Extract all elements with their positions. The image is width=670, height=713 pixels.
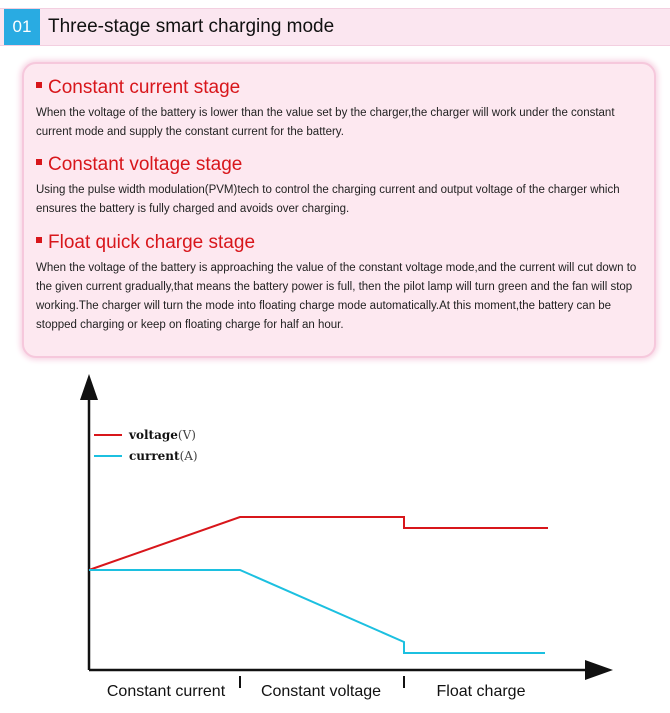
- bullet-square-icon: [36, 82, 42, 88]
- stage-heading-constant-current: [36, 77, 240, 99]
- legend-series-unit: (A): [179, 449, 198, 463]
- stage-heading-text: Float quick charge stage: [48, 232, 256, 253]
- y-axis-arrow-icon: [80, 374, 98, 400]
- legend-series-unit: (V): [177, 428, 196, 442]
- series-line-current: [89, 570, 545, 653]
- legend-series-name: current: [129, 449, 180, 463]
- series-line-voltage: [89, 517, 548, 570]
- bullet-square-icon: [36, 237, 42, 243]
- legend-label-voltage: [128, 428, 196, 442]
- stage-description-float-charge: When the voltage of the battery is approaching the value of the constant voltage mode,and the current will cut down to the given current gradually,that means the battery power is full, then the pilot lamp will turn green and the fan will stop working.The charger will turn the mode into floating charge mode automatically.At this moment,the battery can be stopped charging or keep on floating charge for half an hour.: [36, 262, 637, 331]
- charging-curve-chart: [0, 370, 670, 713]
- stage-heading-constant-voltage: [36, 154, 242, 176]
- section-header: [0, 8, 670, 46]
- stage-description-constant-current: When the voltage of the battery is lower than the value set by the charger,the charger will work under the constant current mode and supply the constant current for the battery.: [36, 107, 615, 138]
- stage-heading-float-charge: [36, 232, 255, 254]
- info-panel: [22, 62, 656, 358]
- x-tick-label-constant-current: Constant current: [106, 683, 226, 700]
- stage-heading-text: Constant current stage: [48, 77, 241, 98]
- x-tick-label-float-charge: Float charge: [436, 683, 526, 700]
- section-title: Three-stage smart charging mode: [48, 16, 335, 37]
- x-tick-label-constant-voltage: Constant voltage: [260, 683, 382, 700]
- stage-heading-text: Constant voltage stage: [48, 154, 243, 175]
- legend-series-name: voltage: [129, 428, 178, 442]
- section-number-badge: 01: [4, 9, 40, 45]
- stage-description-constant-voltage: Using the pulse width modulation(PVM)tech to control the charging current and output voltage of the charger which ensures the battery is fully charged and avoids over charging.: [36, 184, 620, 215]
- legend-label-current: [129, 449, 198, 463]
- bullet-square-icon: [36, 159, 42, 165]
- x-axis-arrow-icon: [585, 660, 613, 680]
